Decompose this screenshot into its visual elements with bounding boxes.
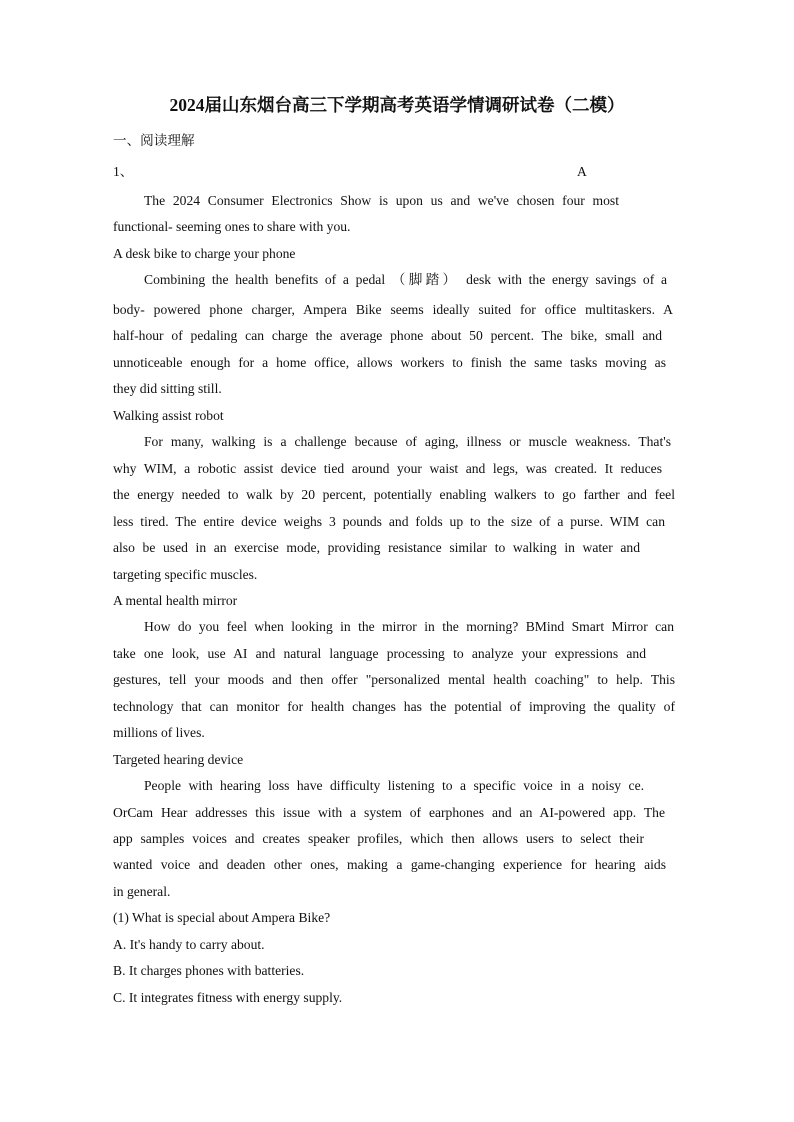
- passage-line: unnoticeable enough for a home office, allows workers to finish the same tasks moving as: [113, 355, 666, 370]
- answer-option-a: A. It's handy to carry about.: [113, 937, 265, 952]
- question-number: 1、: [113, 164, 134, 179]
- passage-line: half-hour of pedaling can charge the average phone about 50 percent. The bike, small and: [113, 328, 662, 343]
- passage-line: the energy needed to walk by 20 percent, potentially enabling walkers to go farther and feel: [113, 487, 675, 502]
- subheading: Targeted hearing device: [113, 752, 244, 767]
- passage-line: People with hearing loss have difficulty listening to a specific voice in a noisy ce.: [144, 778, 644, 793]
- answer-option-b: B. It charges phones with batteries.: [113, 963, 305, 978]
- subheading: Walking assist robot: [113, 408, 224, 423]
- subheading: A desk bike to charge your phone: [113, 246, 296, 261]
- passage-line: targeting specific muscles.: [113, 567, 258, 582]
- passage-line: in general.: [113, 884, 171, 899]
- passage-line: The 2024 Consumer Electronics Show is upon us and we've chosen four most: [144, 193, 619, 208]
- passage-line: functional- seeming ones to share with you.: [113, 219, 351, 234]
- passage-line: take one look, use AI and natural language processing to analyze your expressions and: [113, 646, 646, 661]
- passage-line: technology that can monitor for health changes has the potential of improving the quality of: [113, 699, 675, 714]
- passage-line: How do you feel when looking in the mirror in the morning? BMind Smart Mirror can: [144, 619, 674, 634]
- passage-line: also be used in an exercise mode, providing resistance similar to walking in water and: [113, 540, 640, 555]
- subheading: A mental health mirror: [113, 593, 238, 608]
- passage-line: wanted voice and deaden other ones, making a game-changing experience for hearing aids: [113, 857, 666, 872]
- question-text: (1) What is special about Ampera Bike?: [113, 910, 331, 925]
- passage-label: A: [577, 164, 587, 179]
- passage-line: less tired. The entire device weighs 3 pounds and folds up to the size of a purse. WIM can: [113, 514, 665, 529]
- passage-line: millions of lives.: [113, 725, 205, 740]
- passage-line: body- powered phone charger, Ampera Bike seems ideally suited for office multitaskers. A: [113, 302, 673, 317]
- passage-line: gestures, tell your moods and then offer "personalized mental health coaching" to help. This: [113, 672, 675, 687]
- passage-line: app samples voices and creates speaker profiles, which then allows users to select their: [113, 831, 644, 846]
- passage-line: For many, walking is a challenge because of aging, illness or muscle weakness. That's: [144, 434, 671, 449]
- passage-line: why WIM, a robotic assist device tied around your waist and legs, was created. It reduces: [113, 461, 662, 476]
- page-title: 2024届山东烟台高三下学期高考英语学情调研试卷（二模）: [169, 95, 625, 115]
- answer-option-c: C. It integrates fitness with energy supply.: [113, 990, 343, 1005]
- passage-line: Combining the health benefits of a pedal （脚踏） desk with the energy savings of a: [144, 272, 667, 287]
- section-heading: 一、阅读理解: [113, 133, 195, 148]
- passage-line: OrCam Hear addresses this issue with a system of earphones and an AI-powered app. The: [113, 805, 665, 820]
- passage-line: they did sitting still.: [113, 381, 222, 396]
